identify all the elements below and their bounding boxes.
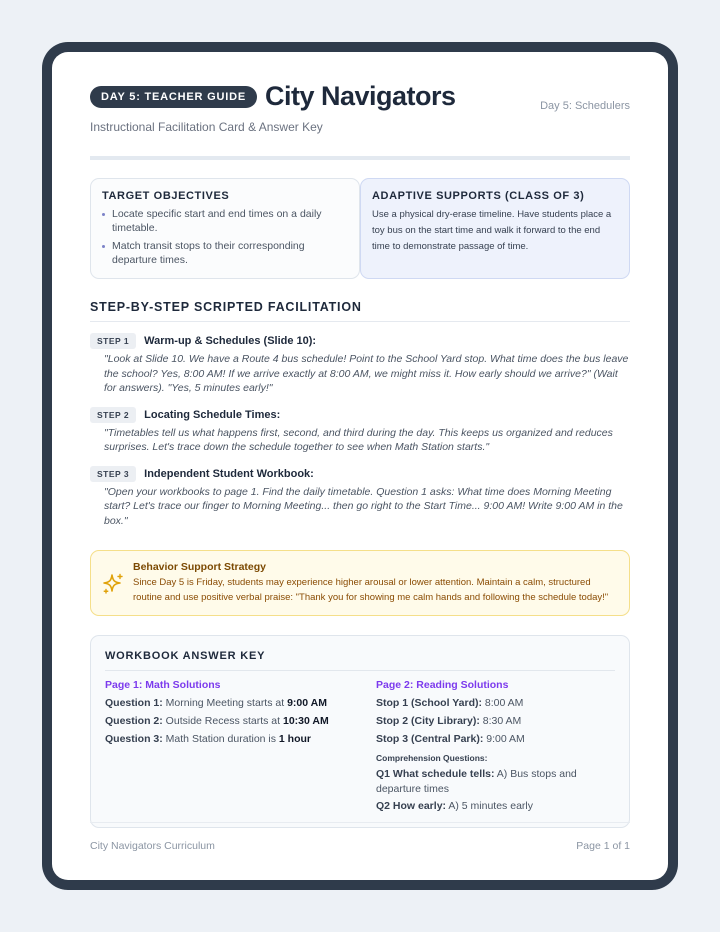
footer-page-number: Page 1 of 1 xyxy=(576,840,630,852)
footer xyxy=(90,822,630,852)
header xyxy=(90,52,630,160)
stop-time: 9:00 AM xyxy=(483,733,525,745)
step-1 xyxy=(90,333,630,396)
comprehension-answer xyxy=(376,799,615,814)
answer-label: Question 2: xyxy=(105,715,163,727)
math-heading: Page 1: Math Solutions xyxy=(105,679,221,691)
behavior-text: Since Day 5 is Friday, students may experience higher arousal or lower attention. Maintain a calm, structured routine and use positive verbal praise: "Thank you for showing me calm hands and following the schedule today!" xyxy=(133,577,609,603)
step-2 xyxy=(90,407,630,455)
step-quote: "Open your workbooks to page 1. Find the daily timetable. Question 1 asks: What time does Morning Meeting start? Let's trace our finger to Morning Meeting... then go right to the Start Time... 9:00 AM! Write 9:00 AM in the box." xyxy=(104,485,623,527)
step-quote: "Look at Slide 10. We have a Route 4 bus schedule! Point to the School Yard stop. What time does the bus leave the school? Yes, 8:00 AM! If we arrive exactly at 8:00 AM, we might miss it. How early should we arrive?" (Wait for answers). "Yes, 5 minutes early!" xyxy=(104,353,629,394)
answer-value: 1 hour xyxy=(278,733,312,745)
step-title: Locating Schedule Times: xyxy=(144,408,281,421)
reading-solutions xyxy=(376,679,615,817)
answer-label: Question 3: xyxy=(105,733,163,745)
guide-card xyxy=(52,52,668,880)
answer-text: Math Station duration is xyxy=(162,733,279,745)
stop-time: 8:30 AM xyxy=(479,715,522,727)
question-answer: A) 5 minutes early xyxy=(446,800,533,812)
objective-item: Match transit stops to their corresponding departure times. xyxy=(102,239,348,267)
answer-value: 9:00 AM xyxy=(287,697,327,709)
stop-label: Stop 2 (City Library): xyxy=(376,715,480,727)
footer-curriculum: City Navigators Curriculum xyxy=(90,840,215,852)
step-badge: STEP 1 xyxy=(90,333,136,349)
comprehension-answer xyxy=(376,767,615,796)
step-title: Warm-up & Schedules (Slide 10): xyxy=(144,335,317,347)
step-head xyxy=(90,407,630,423)
math-answer xyxy=(105,712,376,730)
question-answer: A) Bus stops and departure times xyxy=(376,768,577,795)
math-solutions xyxy=(105,679,376,817)
day-badge: DAY 5: TEACHER GUIDE xyxy=(90,86,257,108)
behavior-callout xyxy=(90,550,630,616)
step-badge: STEP 2 xyxy=(90,407,136,423)
step-badge: STEP 3 xyxy=(90,466,136,482)
answer-key xyxy=(90,635,630,828)
answer-text: Morning Meeting starts at xyxy=(162,697,288,709)
question-label: Q1 What schedule tells: xyxy=(376,768,495,780)
objective-item: Locate specific start and end times on a daily timetable. xyxy=(102,207,348,235)
step-head xyxy=(90,333,630,349)
math-answer xyxy=(105,730,376,748)
page-frame xyxy=(42,42,678,890)
stop-answer xyxy=(376,712,615,730)
stop-answer xyxy=(376,730,615,748)
question-label: Q2 How early: xyxy=(376,800,447,812)
supports-text: Use a physical dry-erase timeline. Have students place a toy bus on the start time and walk it forward to the end time to demonstrate passage of time. xyxy=(372,209,612,252)
step-head xyxy=(90,466,630,482)
step-3 xyxy=(90,466,630,529)
objectives-box xyxy=(90,178,360,279)
page-title: City Navigators xyxy=(264,81,456,111)
stop-time: 8:00 AM xyxy=(481,697,524,709)
stop-label: Stop 1 (School Yard): xyxy=(376,697,482,709)
facilitation-title: STEP-BY-STEP SCRIPTED FACILITATION xyxy=(90,300,630,322)
supports-box xyxy=(360,178,630,279)
objectives-title: TARGET OBJECTIVES xyxy=(102,190,230,202)
info-boxes xyxy=(90,178,630,279)
answer-value: 10:30 AM xyxy=(282,715,329,727)
sparkle-icon xyxy=(101,572,125,596)
comprehension-label: Comprehension Questions: xyxy=(376,753,488,763)
math-answer xyxy=(105,694,376,712)
step-title: Independent Student Workbook: xyxy=(144,467,314,480)
day-label: Day 5: Schedulers xyxy=(540,100,630,112)
answer-label: Question 1: xyxy=(105,697,163,709)
behavior-title: Behavior Support Strategy xyxy=(133,561,267,573)
reading-heading: Page 2: Reading Solutions xyxy=(376,679,509,691)
stop-label: Stop 3 (Central Park): xyxy=(376,733,484,745)
answer-text: Outside Recess starts at xyxy=(162,715,283,727)
supports-title: ADAPTIVE SUPPORTS (CLASS OF 3) xyxy=(372,190,585,202)
answer-columns xyxy=(105,679,615,817)
step-quote: "Timetables tell us what happens first, second, and third during the day. This keeps us organized and reduces surprises. Let's trace down the schedule together to see when Math Station starts." xyxy=(104,426,613,453)
answer-key-title: WORKBOOK ANSWER KEY xyxy=(105,650,615,671)
stop-answer xyxy=(376,694,615,712)
page-subtitle: Instructional Facilitation Card & Answer Key xyxy=(90,120,323,134)
